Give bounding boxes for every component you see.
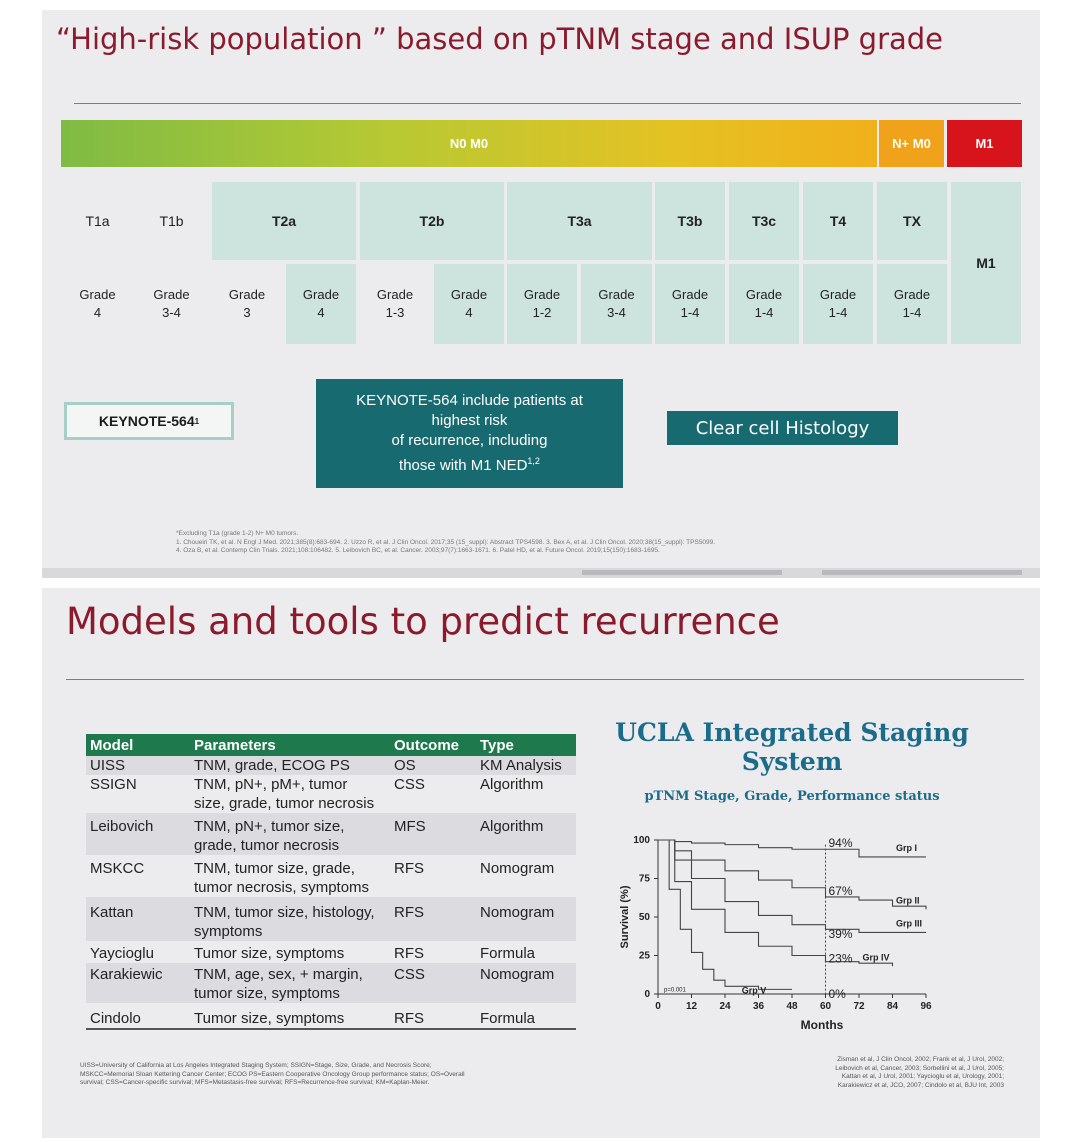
abbreviations [80, 1062, 465, 1088]
parameters-line: size, grade, tumor necrosis [194, 795, 375, 812]
ucla-title-line: UCLA Integrated Staging [615, 718, 969, 747]
grade-label: Grade [671, 287, 709, 302]
reference-line: *Excluding T1a (grade 1-2) N+ M0 tumors. [176, 530, 299, 537]
outcome-cell: OS [390, 756, 476, 775]
y-axis-label: Survival (%) [619, 885, 631, 949]
grade-label: Grade [598, 287, 635, 302]
references [176, 530, 715, 556]
parameters-line: tumor size, symptoms [194, 985, 340, 1002]
table-row [86, 941, 576, 963]
percent-annotation: 67% [828, 883, 853, 898]
clear-cell-histology-box: Clear cell Histology [667, 411, 898, 445]
percent-annotation: 94% [828, 836, 853, 851]
outcome-cell: RFS [390, 1003, 476, 1029]
stage-cell: T2a [212, 182, 356, 260]
grade-cell [360, 264, 430, 344]
grade-value: 1-4 [754, 305, 774, 320]
model-cell: Cindolo [86, 1003, 190, 1029]
keynote-description-box [316, 379, 623, 488]
stage-cell: T1a [85, 213, 110, 229]
parameters-line: TNM, pN+, pM+, tumor [194, 776, 348, 793]
x-tick-label: 96 [920, 1001, 932, 1012]
keynote-description-line: highest risk [431, 412, 508, 429]
grade-value: 4 [317, 305, 325, 320]
grade-label: Grade [893, 287, 931, 302]
x-tick-label: 72 [853, 1001, 865, 1012]
grade-cell [286, 264, 356, 344]
type-cell: Nomogram [476, 963, 576, 1003]
grade-label: Grade [302, 287, 340, 302]
keynote-label: KEYNOTE-564 [98, 413, 195, 429]
title-divider [66, 679, 1024, 680]
type-cell: Formula [480, 945, 536, 962]
parameters-line: symptoms [194, 923, 263, 940]
parameters-cell [190, 813, 390, 855]
grade-label: Grade [523, 287, 561, 302]
m1-bar-label: M1 [975, 136, 994, 151]
grade-value: 1-4 [828, 305, 848, 320]
grade-value: 4 [93, 305, 102, 320]
outcome-cell: RFS [390, 897, 476, 941]
type-cell: Algorithm [480, 776, 544, 793]
reference-line: 1. Choueiri TK, et al. N Engl J Med. 2021;385(8):683-694. 2. Uzzo R, et al. J Clin Oncol. 2017;35 (15_suppl): Abstract TPS4598. 3. Bex A, et al. J Clin Oncol. 2020;38(15_suppl): TPS5099. [176, 538, 716, 546]
table-row [86, 775, 576, 813]
slide-title: “High-risk population ” based on pTNM stage and ISUP grade [56, 22, 944, 56]
grade-label: Grade [228, 287, 266, 302]
footer-strip [42, 568, 1040, 578]
column-header: Model [86, 734, 190, 756]
column-header: Type [476, 734, 576, 756]
parameters-line: tumor necrosis, symptoms [194, 879, 370, 896]
model-cell: Karakiewic [86, 963, 190, 1003]
survival-chart [602, 828, 982, 1053]
parameters-line: Tumor size, symptoms [194, 1010, 345, 1027]
x-axis-label: Months [800, 1018, 844, 1032]
x-tick-label: 60 [819, 1001, 832, 1012]
slide-high-risk-population [42, 10, 1040, 578]
npm0-bar [879, 120, 944, 167]
model-cell: UISS [86, 756, 190, 775]
abbreviation-line: MSKCC=Memorial Sloan Kettering Cancer Center; ECOG PS=Eastern Cooperative Oncology Group performance status; OS=Overall [80, 1070, 465, 1078]
stage-cell: T3b [655, 182, 725, 260]
type-cell: Algorithm [476, 813, 576, 855]
parameters-line: TNM, grade, ECOG PS [194, 757, 350, 774]
model-cell: SSIGN [90, 776, 137, 793]
series-line-grp-i [658, 840, 926, 857]
model-cell: Leibovich [86, 813, 190, 855]
models-table [86, 734, 576, 1030]
model-cell: Yaycioglu [90, 945, 154, 962]
parameters-line: Tumor size, symptoms [194, 945, 345, 962]
y-tick-label: 0 [644, 989, 650, 1000]
x-tick-label: 84 [886, 1001, 899, 1012]
grade-cell [581, 264, 652, 344]
grade-value: 1-4 [680, 305, 700, 320]
citations [835, 1056, 1004, 1090]
type-cell: Nomogram [476, 897, 576, 941]
ucla-title [607, 718, 977, 776]
x-tick-label: 12 [685, 1001, 698, 1012]
abbreviation-line: survival; CSS=Cancer-specific survival; MFS=Metastasis-free survival; RFS=Recurrence-free survival; KM=Kaplan-Meier. [80, 1079, 430, 1086]
grade-value: 3-4 [162, 305, 181, 320]
parameters-cell [190, 756, 390, 775]
outcome-cell: RFS [394, 945, 424, 962]
grade-label: Grade [745, 287, 783, 302]
ucla-title-line: System [741, 747, 843, 776]
x-tick-label: 24 [719, 1001, 731, 1012]
grade-cell [507, 264, 577, 344]
grade-value: 3-4 [607, 305, 626, 320]
y-tick-label: 100 [633, 835, 650, 846]
model-cell: MSKCC [90, 860, 145, 877]
abbreviation-line: UISS=University of California at Los Angeles Integrated Staging System; SSIGN=Stage, Size, Grade, and Necrosis Score; [80, 1062, 432, 1069]
column-header: Outcome [390, 734, 476, 756]
outcome-cell: RFS [394, 860, 424, 877]
parameters-line: TNM, tumor size, histology, [194, 904, 375, 921]
grade-cell [803, 264, 873, 344]
x-tick-label: 36 [752, 1001, 765, 1012]
table-row [86, 963, 576, 1003]
series-label: Grp I [896, 842, 918, 853]
grade-cell [434, 264, 504, 344]
keynote-description-line: those with M1 NED [399, 457, 528, 474]
series-line-grp-ii [658, 840, 926, 909]
title-divider [74, 103, 1021, 104]
y-tick-label: 75 [638, 873, 650, 885]
table-row [86, 897, 576, 941]
keynote-description-line: KEYNOTE-564 include patients at [356, 392, 583, 409]
parameters-line: TNM, pN+, tumor size, [194, 818, 345, 835]
series-label: Grp IV [862, 952, 890, 963]
parameters-line: TNM, tumor size, grade, [194, 860, 355, 877]
citation-line: Karakiewicz et al, JCO, 2007; Cindolo et al, BJU Int, 2003 [837, 1081, 1004, 1089]
citation-line: Zisman et al, J Clin Oncol, 2002; Frank et al, J Urol, 2002; [837, 1056, 1004, 1063]
series-label: Grp III [896, 918, 923, 929]
percent-annotation: 39% [828, 926, 853, 941]
percent-annotation: 23% [828, 951, 853, 966]
grade-label: Grade [153, 287, 190, 302]
outcome-cell: MFS [390, 813, 476, 855]
m1-stage-cell: M1 [951, 182, 1021, 344]
grade-cell [655, 264, 725, 344]
parameters-cell [190, 1003, 390, 1029]
grade-cell [729, 264, 799, 344]
grade-label: Grade [819, 287, 857, 302]
parameters-line: grade, tumor necrosis [194, 837, 340, 854]
stage-cell: T3c [729, 182, 799, 260]
keynote-sup: 1 [194, 416, 200, 426]
grade-cell [61, 264, 134, 344]
slide-title: Models and tools to predict recurrence [66, 600, 780, 643]
x-tick-label: 0 [655, 1001, 661, 1012]
stage-cell: T1b [159, 213, 184, 229]
stage-cell: T3a [507, 182, 652, 260]
column-header: Parameters [190, 734, 390, 756]
outcome-cell: CSS [394, 776, 425, 793]
grade-value: 4 [465, 305, 473, 320]
y-tick-label: 50 [638, 912, 650, 923]
series-label: Grp II [896, 895, 920, 906]
series-label: Grp V [741, 985, 767, 996]
type-cell: KM Analysis [476, 756, 576, 775]
stage-cell: T2b [360, 182, 504, 260]
type-cell: Nomogram [480, 860, 555, 877]
stage-cell: TX [877, 182, 947, 260]
series-line-grp-iv [658, 840, 893, 966]
m1-bar [947, 120, 1022, 167]
n0m0-bar [61, 120, 877, 167]
citation-line: Leibovich et al, Cancer, 2003; Sorbellini et al, J Urol, 2005; [835, 1064, 1004, 1072]
table-row [86, 813, 576, 855]
y-tick-label: 25 [638, 950, 650, 962]
npm0-label: N+ M0 [892, 136, 931, 151]
grade-value: 1-4 [902, 305, 922, 320]
grade-cell [877, 264, 947, 344]
n0m0-label: N0 M0 [449, 136, 489, 151]
parameters-line: TNM, age, sex, + margin, [194, 966, 363, 983]
type-cell: Formula [476, 1003, 576, 1029]
table-row [86, 1003, 576, 1029]
parameters-cell [190, 855, 390, 897]
model-cell: Kattan [86, 897, 190, 941]
x-tick-label: 48 [786, 1001, 798, 1012]
parameters-cell [190, 897, 390, 941]
grade-value: 1-2 [532, 305, 552, 320]
citation-line: Kattan et al, J Urol, 2001; Yaycioglu et al, Urology, 2001; [841, 1073, 1004, 1080]
grade-label: Grade [79, 287, 116, 302]
grade-value: 1-3 [385, 305, 405, 320]
grade-label: Grade [450, 287, 488, 302]
parameters-cell [190, 941, 390, 963]
table-row [86, 855, 576, 897]
grade-value: 3 [243, 305, 251, 320]
keynote-description-line: of recurrence, including [391, 432, 548, 449]
keynote-description-sup: 1,2 [527, 456, 540, 466]
percent-annotation: 0% [828, 987, 846, 1001]
keynote-564-box [64, 402, 234, 440]
table-header-row [86, 734, 576, 756]
grade-label: Grade [376, 287, 414, 302]
reference-line: 4. Oza B, et al. Contemp Clin Trials. 2021;108:106482. 5. Leibovich BC, et al. Cancer. 2003;97(7):1663-1671. 6. Patel HD, et al. Future Oncol. 2019;15(150):1683-1695. [176, 547, 660, 554]
grade-cell [135, 264, 208, 344]
p-value: p=0.001 [664, 987, 686, 994]
ucla-subtitle: pTNM Stage, Grade, Performance status [644, 789, 940, 804]
slide-models-and-tools [42, 588, 1040, 1138]
grade-cell [212, 264, 282, 344]
stage-cell: T4 [803, 182, 873, 260]
outcome-cell: CSS [390, 963, 476, 1003]
parameters-cell [190, 775, 390, 813]
table-row [86, 756, 576, 775]
parameters-cell [190, 963, 390, 1003]
